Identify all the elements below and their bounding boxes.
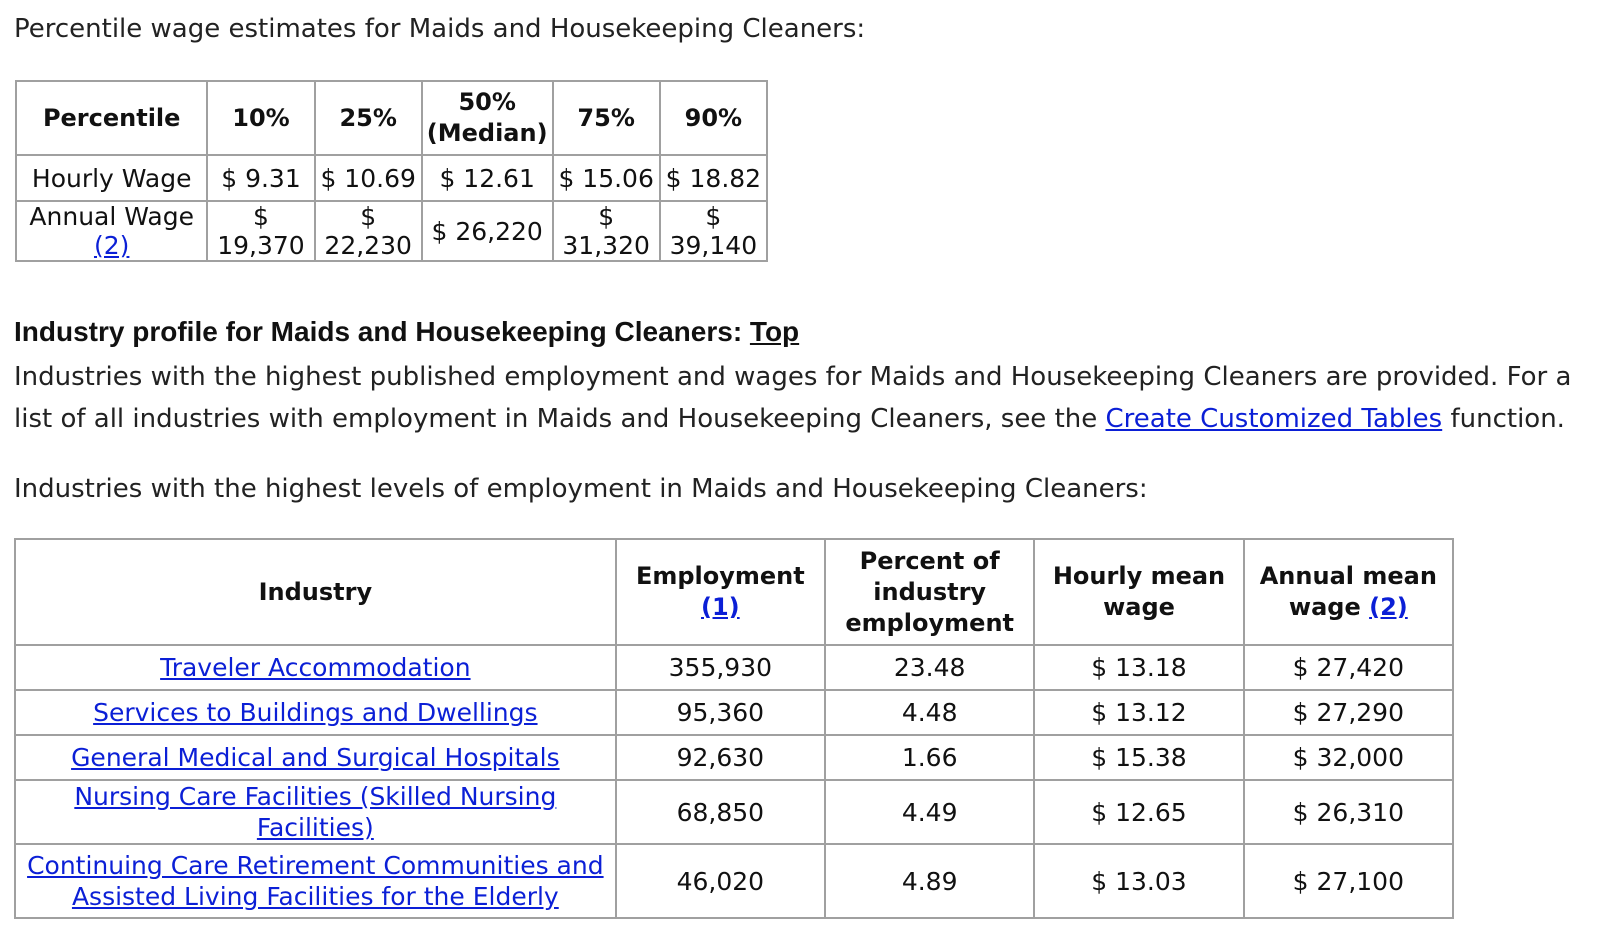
- employment-cell: 68,850: [616, 780, 825, 844]
- annual-p10: $ 19,370: [207, 201, 314, 261]
- annual-p90: $ 39,140: [660, 201, 767, 261]
- employment-cell: 92,630: [616, 735, 825, 780]
- create-customized-tables-link[interactable]: Create Customized Tables: [1105, 404, 1443, 434]
- header-employment-label: Employment: [635, 562, 805, 590]
- description-text-1: Industries with the highest published employment and wages for Maids and Housekeeping Cleaners are provided. For a list of all industries with employment in Maids and Housekeeping Cleaners, see the: [14, 362, 1572, 434]
- header-hourly-mean-wage: [1034, 539, 1243, 645]
- header-annual-line1: Annual mean: [1259, 562, 1437, 590]
- employment-cell: 355,930: [616, 645, 825, 690]
- hourly-p75: $ 15.06: [553, 155, 660, 201]
- header-hourly-line1: Hourly mean: [1052, 562, 1226, 590]
- percent-cell: 4.48: [825, 690, 1034, 735]
- header-10: 10%: [207, 81, 314, 155]
- top-link[interactable]: Top: [749, 316, 800, 347]
- hourly-p10: $ 9.31: [207, 155, 314, 201]
- table-row: [15, 690, 1453, 735]
- employment-cell: 46,020: [616, 844, 825, 918]
- header-industry: Industry: [15, 539, 616, 645]
- hourly-wage-row: [16, 155, 767, 201]
- header-75: 75%: [553, 81, 660, 155]
- percentile-wage-table: [15, 80, 768, 262]
- header-annual-mean-wage: [1244, 539, 1453, 645]
- header-50-line2: (Median): [426, 119, 548, 147]
- annual-mean-cell: $ 26,310: [1244, 780, 1453, 844]
- hourly-mean-cell: $ 12.65: [1034, 780, 1243, 844]
- annual-mean-cell: $ 27,420: [1244, 645, 1453, 690]
- percent-cell: 4.89: [825, 844, 1034, 918]
- percent-cell: 1.66: [825, 735, 1034, 780]
- table-row: [15, 735, 1453, 780]
- table-row: [15, 844, 1453, 918]
- percentile-section-title: Percentile wage estimates for Maids and Housekeeping Cleaners:: [14, 14, 866, 44]
- industry-cell: [15, 735, 616, 780]
- industry-link-continuing-care[interactable]: [27, 851, 604, 911]
- industry-profile-title-text: Industry profile for Maids and Housekeeping Cleaners:: [14, 316, 743, 347]
- industry-cell: [15, 844, 616, 918]
- annual-wage-footnote-link[interactable]: (2): [93, 231, 130, 260]
- industry-cell: [15, 690, 616, 735]
- description-text-2: function.: [1450, 404, 1565, 434]
- annual-p25: $ 22,230: [315, 201, 422, 261]
- hourly-mean-cell: $ 15.38: [1034, 735, 1243, 780]
- header-percent-line3: employment: [845, 608, 1014, 637]
- hourly-p90: $ 18.82: [660, 155, 767, 201]
- employment-cell: 95,360: [616, 690, 825, 735]
- hourly-mean-cell: $ 13.03: [1034, 844, 1243, 918]
- industry-table-subheading: Industries with the highest levels of employment in Maids and Housekeeping Cleaners:: [14, 474, 1148, 504]
- industry-link-nursing-care[interactable]: Nursing Care Facilities (Skilled Nursing Facilities): [74, 782, 557, 842]
- header-percentile: Percentile: [16, 81, 207, 155]
- industry-description: [14, 356, 1594, 440]
- annual-wage-row: [16, 201, 767, 261]
- annual-mean-cell: $ 27,100: [1244, 844, 1453, 918]
- industry-header-row: [15, 539, 1453, 645]
- industry-profile-title: [14, 314, 799, 350]
- industry-link-general-hospitals[interactable]: General Medical and Surgical Hospitals: [71, 743, 560, 772]
- industry-cell: [15, 645, 616, 690]
- hourly-p50: $ 12.61: [422, 155, 553, 201]
- annual-mean-cell: $ 32,000: [1244, 735, 1453, 780]
- table-row: [15, 645, 1453, 690]
- industry-link-traveler-accommodation[interactable]: Traveler Accommodation: [160, 653, 471, 682]
- header-percent-line2: industry: [873, 577, 987, 606]
- hourly-mean-cell: $ 13.18: [1034, 645, 1243, 690]
- header-90: 90%: [660, 81, 767, 155]
- header-50-median: [422, 81, 553, 155]
- industry-link-services-to-buildings[interactable]: Services to Buildings and Dwellings: [93, 698, 538, 727]
- industry-employment-table: [14, 538, 1454, 919]
- header-50-line1: 50%: [458, 88, 516, 116]
- annual-mean-footnote-link[interactable]: (2): [1369, 593, 1408, 621]
- hourly-p25: $ 10.69: [315, 155, 422, 201]
- employment-footnote-link[interactable]: (1): [701, 593, 740, 621]
- hourly-mean-cell: $ 13.12: [1034, 690, 1243, 735]
- annual-p75: $ 31,320: [553, 201, 660, 261]
- header-employment: [616, 539, 825, 645]
- percent-cell: 4.49: [825, 780, 1034, 844]
- industry-cell: [15, 780, 616, 844]
- industry-link-line2: Assisted Living Facilities for the Elderly: [71, 882, 559, 911]
- annual-p50: $ 26,220: [422, 201, 553, 261]
- percentile-header-row: [16, 81, 767, 155]
- annual-wage-label: Annual Wage: [29, 202, 194, 231]
- table-row: [15, 780, 1453, 844]
- annual-mean-cell: $ 27,290: [1244, 690, 1453, 735]
- header-25: 25%: [315, 81, 422, 155]
- percent-cell: 23.48: [825, 645, 1034, 690]
- industry-link-line1: Continuing Care Retirement Communities and: [27, 851, 604, 880]
- header-percent-line1: Percent of: [859, 546, 1000, 575]
- hourly-wage-label: Hourly Wage: [16, 155, 207, 201]
- header-annual-line2: wage: [1288, 593, 1361, 621]
- annual-wage-label-cell: [16, 201, 207, 261]
- header-hourly-line2: wage: [1103, 593, 1175, 621]
- header-percent-industry-employment: [825, 539, 1034, 645]
